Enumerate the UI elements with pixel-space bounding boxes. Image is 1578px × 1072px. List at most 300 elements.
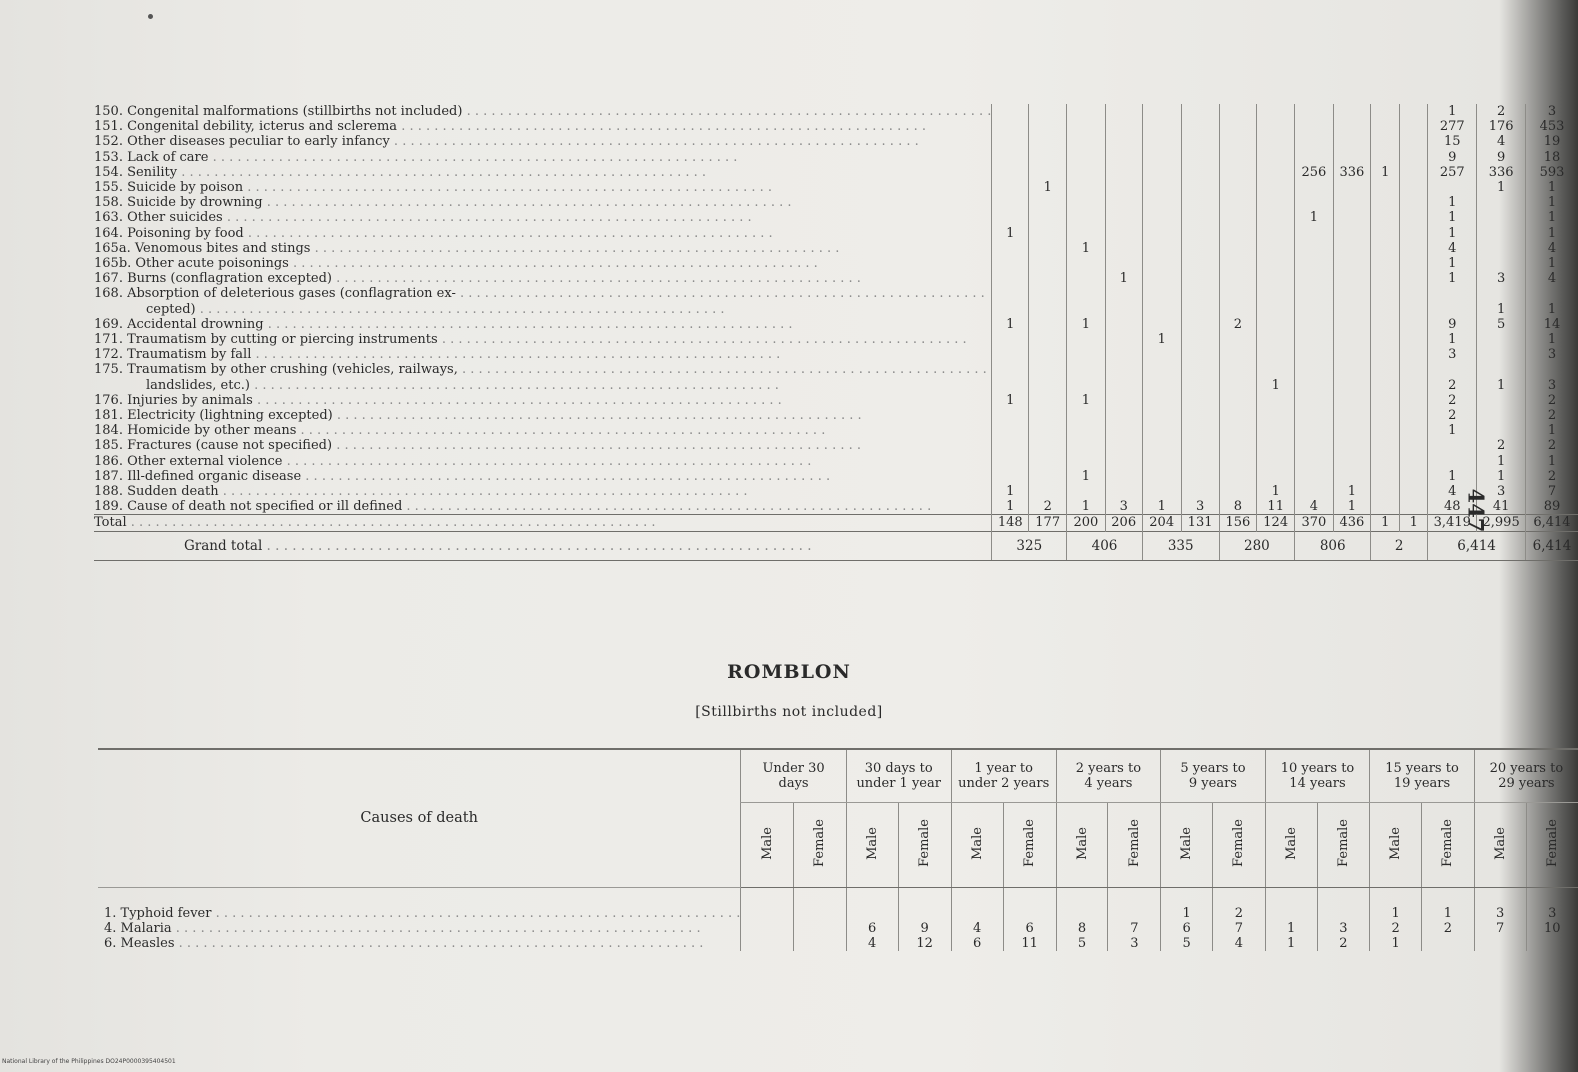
table-row: [94, 484, 1578, 499]
table-cell: 336: [1333, 165, 1371, 180]
table-row: [94, 119, 1578, 134]
table-cell: [1029, 134, 1067, 149]
table-cell: [1257, 393, 1295, 408]
table-cell: [1105, 134, 1142, 149]
table-cell: 3: [1477, 484, 1526, 499]
table-cell: [1142, 119, 1181, 134]
row-label: 150. Congenital malformations (stillbirths not included) . . .: [94, 104, 991, 119]
table-cell: 2: [1213, 888, 1266, 922]
male-header: [846, 803, 898, 888]
table-cell: [1219, 469, 1257, 484]
table-cell: [951, 888, 1003, 922]
table-row: [94, 150, 1578, 165]
table-cell: [1333, 271, 1371, 286]
total-cell: 200: [1067, 515, 1105, 531]
table-cell: 1: [992, 317, 1029, 332]
table-cell: 1: [1477, 286, 1526, 316]
table-cell: [1371, 454, 1400, 469]
female-header: [1317, 803, 1370, 888]
grand-total-cell: 335: [1142, 531, 1219, 560]
table-row: [94, 286, 1578, 316]
age-group-header: [1265, 749, 1370, 803]
table-cell: [1181, 134, 1219, 149]
table-cell: 1: [992, 226, 1029, 241]
table-cell: [1067, 210, 1105, 225]
table-cell: 48: [1428, 499, 1477, 515]
table-cell: [1400, 286, 1428, 316]
table-cell: [1333, 241, 1371, 256]
table-cell: [1333, 180, 1371, 195]
table-cell: [1400, 210, 1428, 225]
table-cell: [1333, 119, 1371, 134]
table-cell: [1477, 347, 1526, 362]
table-cell: [1029, 165, 1067, 180]
table-cell: [1257, 454, 1295, 469]
table-cell: 2: [1219, 317, 1257, 332]
table-cell: [1067, 134, 1105, 149]
table-cell: 1: [1422, 888, 1475, 922]
table-cell: 7: [1213, 921, 1266, 936]
row-label: 151. Congenital debility, icterus and sclerema . . .: [94, 119, 991, 134]
table-cell: 19: [1525, 134, 1578, 149]
table-cell: 1: [1428, 423, 1477, 438]
table-cell: 1: [1428, 271, 1477, 286]
table-cell: [1029, 484, 1067, 499]
table-cell: [1477, 241, 1526, 256]
age-group-line1: 2 years to: [1075, 761, 1142, 776]
total-cell: 1: [1400, 515, 1428, 531]
table-cell: [1257, 210, 1295, 225]
age-group-line2: 14 years: [1289, 776, 1346, 791]
table-cell: [1400, 256, 1428, 271]
table-cell: [1333, 454, 1371, 469]
table-cell: [1181, 332, 1219, 347]
table-cell: 7: [1108, 921, 1161, 936]
male-header: [951, 803, 1003, 888]
table-cell: [1371, 423, 1400, 438]
table-cell: [1333, 423, 1371, 438]
table-cell: [1371, 271, 1400, 286]
table-cell: [1067, 226, 1105, 241]
table-cell: [1400, 241, 1428, 256]
table-cell: 1: [1525, 226, 1578, 241]
table-row: [98, 936, 1578, 951]
table-cell: [1333, 438, 1371, 453]
total-cell: 148: [992, 515, 1029, 531]
table-cell: 1: [1371, 165, 1400, 180]
table-cell: [1371, 438, 1400, 453]
total-label-cell: [94, 515, 992, 531]
male-header: [1370, 803, 1422, 888]
female-header: [898, 803, 951, 888]
grand-total-cell: 280: [1219, 531, 1295, 560]
table-cell: [1295, 332, 1333, 347]
table-cell: 11: [1257, 499, 1295, 515]
table-cell: [1219, 438, 1257, 453]
table-cell: 1: [1477, 362, 1526, 392]
table-cell: [1142, 210, 1181, 225]
table-cell: [992, 241, 1029, 256]
table-cell: [1422, 936, 1475, 951]
table-cell: 6: [1003, 921, 1056, 936]
table-cell: [1317, 888, 1370, 922]
table-cell: 3: [1317, 921, 1370, 936]
table-cell: [1371, 499, 1400, 515]
row-label-cell: [94, 119, 992, 134]
table-cell: [1105, 454, 1142, 469]
table-row: [94, 499, 1578, 515]
table-cell: [992, 119, 1029, 134]
table-cell: 2: [1428, 362, 1477, 392]
table-cell: [1142, 195, 1181, 210]
age-group-line2: under 2 years: [958, 776, 1050, 791]
table-row: [94, 180, 1578, 195]
row-label-cell: [94, 499, 992, 515]
table-cell: [1333, 134, 1371, 149]
male-header: [741, 803, 793, 888]
table-cell: 2: [1477, 104, 1526, 119]
table-cell: 1: [1428, 469, 1477, 484]
table-cell: [992, 195, 1029, 210]
table-cell: [992, 438, 1029, 453]
table-cell: [1029, 286, 1067, 316]
table-cell: [1105, 393, 1142, 408]
table-cell: [1333, 150, 1371, 165]
table-cell: 4: [951, 921, 1003, 936]
table-cell: [1029, 104, 1067, 119]
table-cell: [793, 888, 846, 922]
table-cell: [1067, 454, 1105, 469]
table-cell: [1400, 150, 1428, 165]
table-cell: [1333, 393, 1371, 408]
female-header: [1108, 803, 1161, 888]
table-cell: 89: [1525, 499, 1578, 515]
table-cell: [1257, 271, 1295, 286]
table-cell: [1526, 936, 1578, 951]
table-cell: [992, 362, 1029, 392]
table-cell: 1: [1067, 393, 1105, 408]
table-cell: [1105, 408, 1142, 423]
table-cell: [1400, 499, 1428, 515]
female-label: Female: [1335, 819, 1351, 867]
table-cell: [1181, 408, 1219, 423]
male-header: [1161, 803, 1213, 888]
row-label: 186. Other external violence . . .: [94, 454, 991, 469]
table-cell: [1477, 195, 1526, 210]
table-cell: [1265, 888, 1317, 922]
table-row: [94, 347, 1578, 362]
grand-total-cell: 406: [1067, 531, 1143, 560]
table-cell: [1219, 286, 1257, 316]
female-header: [1213, 803, 1266, 888]
table-cell: [1333, 332, 1371, 347]
table-cell: [992, 347, 1029, 362]
age-group-header: [1161, 749, 1266, 803]
table-cell: [793, 936, 846, 951]
table-cell: 1: [1525, 210, 1578, 225]
table-cell: 6: [846, 921, 898, 936]
row-label-cell: [94, 180, 992, 195]
table-cell: [1400, 393, 1428, 408]
table-cell: [741, 936, 793, 951]
row-label: 155. Suicide by poison . . .: [94, 180, 991, 195]
total-cell: 156: [1219, 515, 1257, 531]
table-cell: [1219, 484, 1257, 499]
row-label-cell: [94, 210, 992, 225]
female-label: Female: [812, 819, 828, 867]
table-cell: 3: [1525, 104, 1578, 119]
table-cell: [1105, 438, 1142, 453]
table-cell: 2: [1525, 438, 1578, 453]
table-cell: [1142, 134, 1181, 149]
table-cell: [1295, 119, 1333, 134]
table-cell: [793, 921, 846, 936]
table-cell: [1371, 286, 1400, 316]
table-cell: [1219, 256, 1257, 271]
table-cell: [1295, 271, 1333, 286]
table-cell: [1105, 104, 1142, 119]
table-cell: [1477, 423, 1526, 438]
table-row: [94, 469, 1578, 484]
table-cell: [1257, 423, 1295, 438]
table-cell: [1029, 408, 1067, 423]
table-cell: 41: [1477, 499, 1526, 515]
romblon-table-body: [98, 888, 1578, 952]
table-cell: [1181, 317, 1219, 332]
table-cell: 1: [1142, 499, 1181, 515]
table-cell: [1371, 134, 1400, 149]
section-title: ROMBLON: [727, 661, 851, 683]
age-group-line1: 15 years to: [1385, 761, 1459, 776]
total-cell: 204: [1142, 515, 1181, 531]
table-cell: [1181, 256, 1219, 271]
table-row: [94, 271, 1578, 286]
table-cell: 1: [992, 484, 1029, 499]
row-label: 175. Traumatism by other crushing (vehicles, railways, . . .: [94, 362, 991, 377]
table-cell: [992, 150, 1029, 165]
table-cell: 4: [1525, 271, 1578, 286]
table-cell: 1: [1428, 195, 1477, 210]
table-cell: [1067, 256, 1105, 271]
table-cell: [1400, 454, 1428, 469]
table-cell: 1: [1265, 936, 1317, 951]
table-cell: [992, 180, 1029, 195]
table-cell: [1257, 226, 1295, 241]
table-cell: [1067, 104, 1105, 119]
table-cell: [1295, 408, 1333, 423]
table-cell: [1181, 423, 1219, 438]
table-row: [94, 423, 1578, 438]
row-label-cell: [94, 226, 992, 241]
table-cell: [1371, 150, 1400, 165]
row-label-cell: [98, 888, 741, 922]
table-cell: [1181, 484, 1219, 499]
row-label-cell: [94, 150, 992, 165]
table-cell: [1181, 469, 1219, 484]
table-cell: [1400, 195, 1428, 210]
table-cell: [992, 286, 1029, 316]
table-cell: [992, 454, 1029, 469]
table-cell: [1105, 423, 1142, 438]
table-cell: [1295, 150, 1333, 165]
archive-footer: National Library of the Philippines DO24P0000395404501: [2, 1058, 176, 1065]
table-row: [94, 393, 1578, 408]
table-cell: 3: [1525, 362, 1578, 392]
table-cell: 2: [1525, 469, 1578, 484]
row-label-cell: [94, 332, 992, 347]
table-cell: [1295, 241, 1333, 256]
table-cell: 1: [1477, 180, 1526, 195]
table-row: [94, 195, 1578, 210]
table-cell: [1105, 286, 1142, 316]
table-cell: [992, 256, 1029, 271]
age-group-line1: 1 year to: [974, 761, 1033, 776]
table-cell: [1257, 286, 1295, 316]
table-cell: [1400, 226, 1428, 241]
table-cell: [1257, 438, 1295, 453]
male-label: Male: [864, 826, 880, 860]
table-cell: [1257, 241, 1295, 256]
table-cell: 2: [1422, 921, 1475, 936]
table-cell: 1: [1067, 469, 1105, 484]
table-cell: 1: [1477, 469, 1526, 484]
table-cell: [1219, 241, 1257, 256]
table-cell: 9: [1477, 150, 1526, 165]
table-cell: [741, 888, 793, 922]
table-cell: 4: [1428, 241, 1477, 256]
table-cell: [992, 423, 1029, 438]
row-label-cell: [94, 241, 992, 256]
table-cell: [1219, 134, 1257, 149]
table-cell: [1257, 150, 1295, 165]
table-cell: [1029, 226, 1067, 241]
age-group-header: [846, 749, 951, 803]
table-cell: [1219, 165, 1257, 180]
table-cell: 4: [846, 936, 898, 951]
table-cell: [1142, 454, 1181, 469]
grand-total-cell: 325: [992, 531, 1067, 560]
male-label: Male: [1492, 826, 1508, 860]
row-label-cell: [94, 256, 992, 271]
table-cell: [1371, 317, 1400, 332]
table-cell: [1371, 119, 1400, 134]
table-row: [94, 317, 1578, 332]
table-cell: [1219, 393, 1257, 408]
grand-total-cell: 806: [1295, 531, 1371, 560]
table-cell: [1400, 180, 1428, 195]
table-cell: [1477, 393, 1526, 408]
table-cell: 6: [1161, 921, 1213, 936]
table-cell: [1219, 210, 1257, 225]
row-label: 176. Injuries by animals . . .: [94, 393, 991, 408]
row-label-continued: cepted) . . .: [94, 302, 991, 317]
female-label: Female: [1231, 819, 1247, 867]
row-label: 181. Electricity (lightning excepted) . . .: [94, 408, 991, 423]
table-cell: [1029, 469, 1067, 484]
age-group-header: [1474, 749, 1578, 803]
table-cell: [1003, 888, 1056, 922]
table-cell: 256: [1295, 165, 1333, 180]
table-cell: 3: [1526, 888, 1578, 922]
male-label: Male: [1179, 826, 1195, 860]
table-cell: [1105, 119, 1142, 134]
row-label-cell: [94, 408, 992, 423]
table-cell: [1029, 438, 1067, 453]
table-cell: [1371, 408, 1400, 423]
table-cell: [1333, 469, 1371, 484]
table-cell: 1: [1525, 454, 1578, 469]
row-label: 165b. Other acute poisonings . . .: [94, 256, 991, 271]
table-cell: 1: [1428, 256, 1477, 271]
table-cell: [992, 469, 1029, 484]
table-cell: [1029, 317, 1067, 332]
row-label: 154. Senility . . .: [94, 165, 991, 180]
male-header: [1474, 803, 1526, 888]
table-cell: [1142, 150, 1181, 165]
table-cell: 1: [1067, 317, 1105, 332]
table-cell: 453: [1525, 119, 1578, 134]
table-cell: [992, 104, 1029, 119]
table-cell: 10: [1526, 921, 1578, 936]
table-cell: [1371, 104, 1400, 119]
age-group-line1: 30 days to: [864, 761, 933, 776]
row-label: 187. Ill-defined organic disease . . .: [94, 469, 991, 484]
table-cell: 2: [1317, 936, 1370, 951]
table-cell: [1181, 104, 1219, 119]
row-label-cell: [94, 195, 992, 210]
male-label: Male: [759, 826, 775, 860]
causes-of-death-header: Causes of death: [98, 749, 741, 888]
table-cell: [1371, 241, 1400, 256]
table-cell: [1219, 408, 1257, 423]
row-label: 4. Malaria . . .: [104, 921, 740, 936]
table-cell: 12: [898, 936, 951, 951]
table-cell: [1333, 362, 1371, 392]
table-cell: 1: [1029, 180, 1067, 195]
table-cell: [1067, 180, 1105, 195]
table-cell: 1: [1105, 271, 1142, 286]
table-cell: [1371, 484, 1400, 499]
table-cell: [992, 134, 1029, 149]
age-group-line1: 20 years to: [1489, 761, 1564, 776]
total-cell: 177: [1029, 515, 1067, 531]
row-label: 172. Traumatism by fall . . .: [94, 347, 991, 362]
table-cell: [846, 888, 898, 922]
table-cell: 4: [1428, 484, 1477, 499]
table-cell: 176: [1477, 119, 1526, 134]
table-cell: [1067, 438, 1105, 453]
grand-total-cell: 6,414: [1525, 531, 1578, 560]
row-label: 185. Fractures (cause not specified) . . .: [94, 438, 991, 453]
table-cell: [1333, 408, 1371, 423]
table-cell: 3: [1477, 271, 1526, 286]
table-cell: [1333, 210, 1371, 225]
table-row: [98, 921, 1578, 936]
total-cell: 370: [1295, 515, 1333, 531]
table-cell: 2: [1370, 921, 1422, 936]
table-cell: [1181, 119, 1219, 134]
table-cell: [1181, 226, 1219, 241]
table-cell: [1371, 362, 1400, 392]
table-cell: [992, 210, 1029, 225]
table-cell: 1: [1477, 454, 1526, 469]
total-cell: 131: [1181, 515, 1219, 531]
table-cell: [1428, 286, 1477, 316]
table-cell: 7: [1525, 484, 1578, 499]
table-cell: [1142, 256, 1181, 271]
table-cell: [1219, 180, 1257, 195]
table-cell: [1295, 484, 1333, 499]
